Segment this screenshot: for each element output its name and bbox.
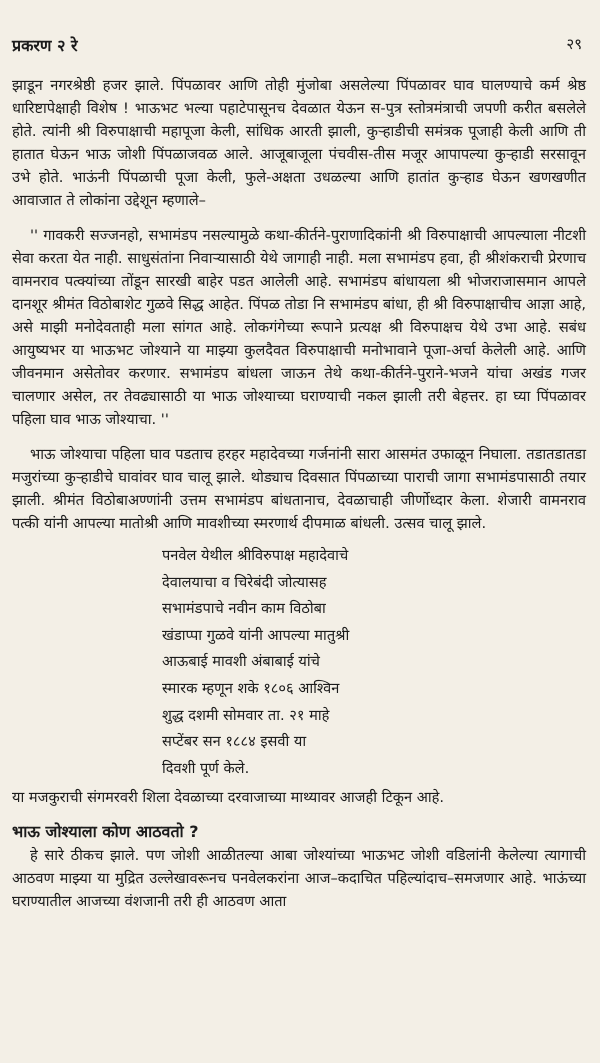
paragraph-3: भाऊ जोश्याचा पहिला घाव पडताच हरहर महादेवच्या गर्जनांनी सारा आसमंत उफाळून निघाला. तडातडातडा मजुरांच्या कुऱ्हाडीचे घावांवर घाव चालू झाले. थोड्याच दिवसात पिंपळाच्या पाराची जागा सभामंडपासाठी तयार झाली. श्रीमंत विठोबाअण्णांनी उत्तम सभामंडप बांधतानाच, देवळाचाही जीर्णोध्दार केला. शेजारी वामनराव पत्की यांनी आपल्या मातोश्री आणि मावशीच्या स्मरणार्थ दीपमाळ बांधली. उत्सव चालू झाले.: [12, 446, 586, 532]
page-number: २९: [566, 35, 582, 53]
inscription-line: स्मारक म्हणून शके १८०६ आश्विन: [162, 679, 340, 697]
section-heading: भाऊ जोश्याला कोण आठवतो ?: [12, 822, 199, 842]
inscription-line: पनवेल येथील श्रीविरुपाक्ष महादेवाचे: [162, 547, 349, 564]
inscription-line: दिवशी पूर्ण केले.: [162, 759, 250, 777]
paragraph-1: झाडून नगरश्रेष्ठी हजर झाले. पिंपळावर आणि तोही मुंजोबा असलेल्या पिंपळावर घाव घालण्याचे कर्म श्रेष्ठ धारिष्टापेक्षाही विशेष ! भाऊभट भल्या पहाटेपासूनच देवळात येऊन स-पुत्र स्तोत्रमंत्राची जपणी करीत बसलेले होते. त्यांनी श्री विरुपाक्षाची महापूजा केली, सांधिक आरती झाली, कुऱ्हाडीची समंत्रक पूजाही केली आणि ती हातात घेऊन भाऊ जोशी पिंपळाजवळ आले. आजूबाजूला पंचवीस-तीस मजूर आपापल्या कुऱ्हाडी सरसावून उभे होते. भाऊंनी पिंपळाची पूजा केली, फुले-अक्षता उधळल्या आणि हातांत कुऱ्हाड घेऊन खणखणीत आवाजात ते लोकांना उद्देशून म्हणाले–: [12, 77, 586, 209]
inscription-line: खंडाप्पा गुळवे यांनी आपल्या मातुश्री: [162, 626, 350, 644]
quote-paragraph: '' गावकरी सज्जनहो, सभामंडप नसल्यामुळे कथा-कीर्तने-पुराणादिकांनी श्री विरुपाक्षाची आपल्याला नीटशी सेवा करता येत नाही. साधुसंतांना निवाऱ्यासाठी येथे जागाही नाही. मला सभामंडप हवा, ही श्रीशंकराची प्रेरणाच वामनराव पत्क्यांच्या तोंडून सारखी बाहेर पडत आलेली आहे. सभामंडप बांधायला श्री भोजराजासमान आपले दानशूर श्रीमंत विठोबाशेट गुळवे सिद्ध आहेत. पिंपळ तोडा नि सभामंडप बांधा, ही श्री विरुपाक्षाचीच आज्ञा आहे, असे माझी मनोदेवताही मला सांगत आहे. लोकगंगेच्या रूपाने प्रत्यक्ष श्री विरुपाक्षच येथे उभा आहे. सबंध आयुष्यभर या भाऊभट जोश्याने या माझ्या कुलदैवत विरुपाक्षाची मनोभावाने पूजा-अर्चा केलेली आहे. आणि जीवनमान असेतोवर करणार. सभामंडप बांधला जाऊन तेथे कथा-कीर्तने-पुराने-भजने यांचा अखंड गजर चालणार असेल, तर तेवढ्यासाठी या भाऊ जोश्याच्या घराण्याची नकल झाली तरी बेहत्तर. हा घ्या पिंपळावर पहिला घाव भाऊ जोश्याचा. '': [12, 227, 586, 428]
inscription-line: आऊबाई मावशी अंबाबाई यांचे: [162, 653, 320, 671]
inscription-line: सभामंडपाचे नवीन काम विठोबा: [162, 600, 326, 618]
inscription-block: [162, 543, 586, 782]
chapter-label: प्रकरण २ रे: [12, 36, 78, 55]
page-header: [12, 34, 582, 56]
paragraph-5: हे सारे ठीकच झाले. पण जोशी आळीतल्या आबा जोश्यांच्या भाऊभट जोशी वडिलांनी केलेल्या त्यागाची आठवण माझ्या या मुद्रित उल्लेखावरूनच पनवेलकरांना आज–कदाचित पहिल्यांदाच–समजणार आहे. भाऊंच्या घराण्यातील आजच्या वंशजानी तरी ही आठवण आता: [12, 847, 586, 911]
inscription-line: देवालयाचा व चिरेबंदी जोत्यासह: [162, 573, 327, 591]
page-body: [12, 74, 586, 913]
inscription-line: शुद्ध दशमी सोमवार ता. २१ माहे: [162, 706, 330, 724]
inscription-line: सप्टेंबर सन १८८४ इसवी या: [162, 733, 307, 751]
paragraph-4: या मजकुराची संगमरवरी शिला देवळाच्या दरवाजाच्या माथ्यावर आजही टिकून आहे.: [12, 789, 445, 807]
